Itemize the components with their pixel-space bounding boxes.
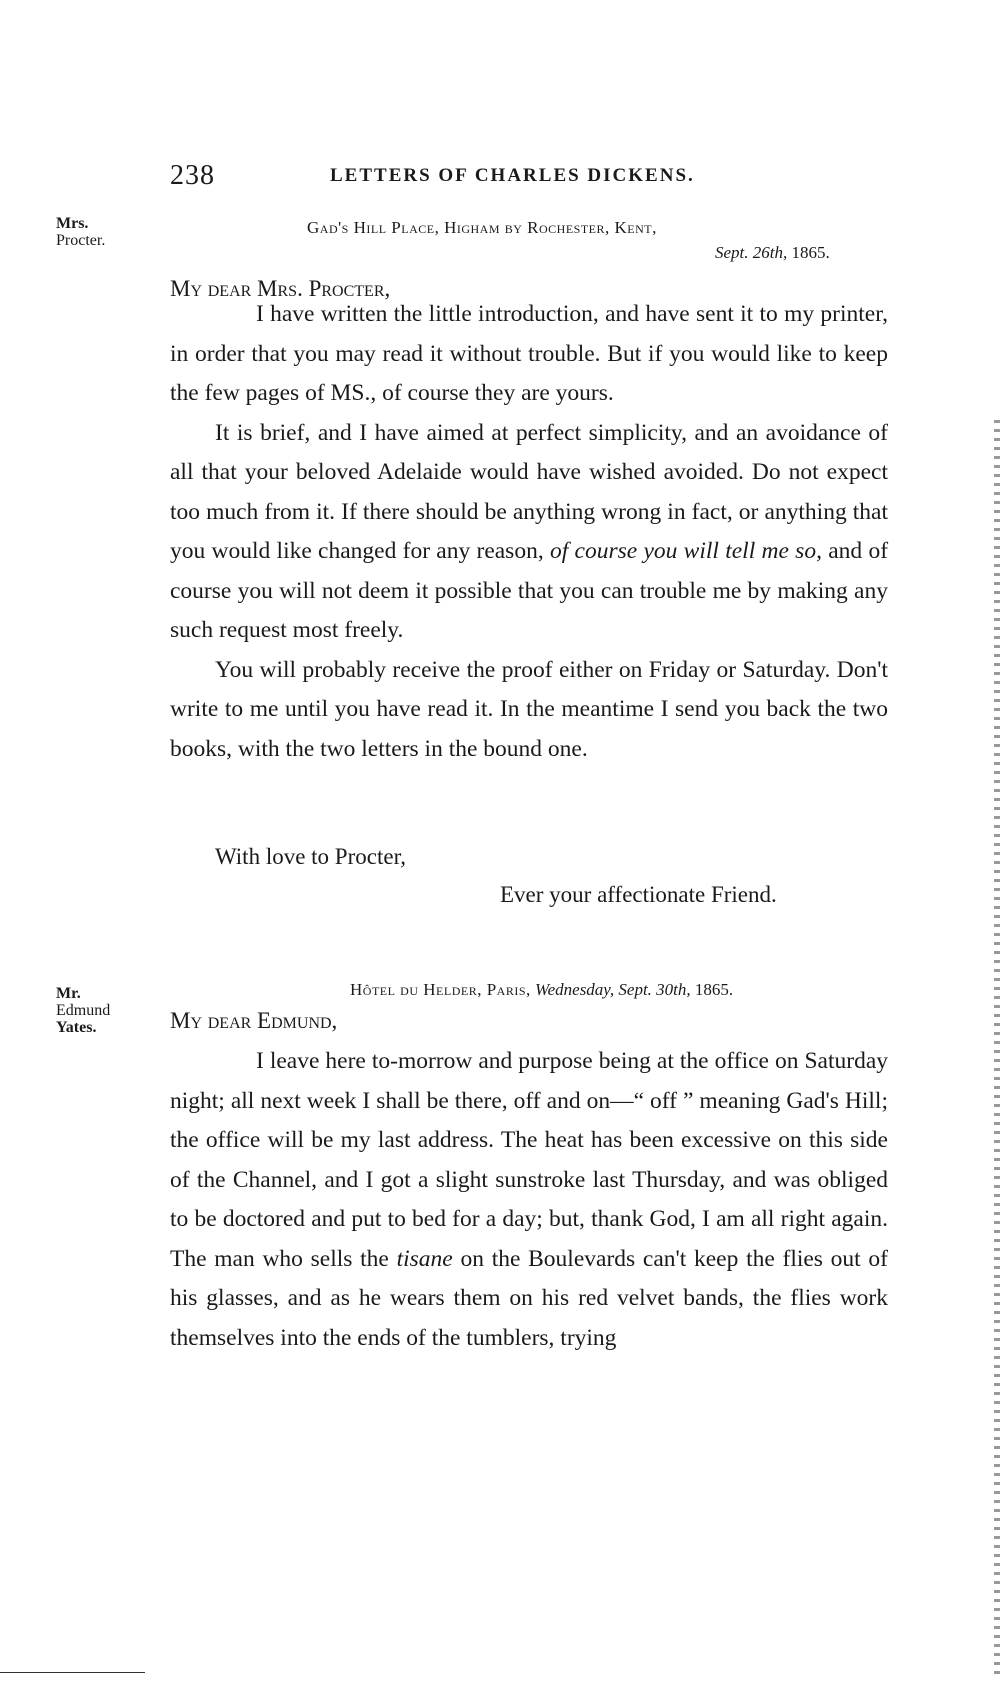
margin-note-recipient-1 <box>56 215 105 249</box>
page-number: 238 <box>170 160 215 191</box>
letter2-body <box>170 1042 888 1358</box>
emphasis-text: of course you will tell me so, <box>550 538 822 564</box>
letter1-address: Gad's Hill Place, Higham by Rochester, Kent, <box>307 218 657 237</box>
letter2-paragraph-1 <box>170 1042 888 1358</box>
letter2-date-prefix: Wednesday, Sept. 30th, <box>535 980 691 999</box>
margin-note-line: Mrs. <box>56 215 89 232</box>
letter2-salutation: My dear Edmund, <box>170 1008 338 1033</box>
paragraph-text: It is brief, and I have aimed at perfect simplicity, and an avoidance of all that your beloved Adelaide would have wished avoided. Do not expect too much from it. If there should be anything wrong in fact, or anything that you would like changed for any reason, <box>170 419 888 564</box>
paragraph-text: on the Boulevards can't keep the flies out of his glasses, and as he wears them on his red velvet bands, the flies work themselves into the ends of the tumblers, trying <box>170 1245 889 1351</box>
emphasis-text: tisane <box>396 1245 453 1272</box>
letter1-date-year: 1865. <box>791 243 830 262</box>
letter1-date <box>715 243 830 263</box>
letter1-date-prefix: Sept. 26th, <box>715 243 788 262</box>
letter2-date-year: 1865. <box>694 980 734 999</box>
letter1-body <box>170 295 888 769</box>
paragraph-text: and of course you will not deem it possible that you can trouble me by making any such request most freely. <box>170 538 889 643</box>
margin-note-line: Edmund <box>56 1002 111 1019</box>
margin-note-line: Procter. <box>56 232 106 249</box>
letter1-closing: Ever your affectionate Friend. <box>500 882 777 907</box>
bottom-rule <box>0 1672 145 1673</box>
margin-note-line: Mr. <box>56 985 81 1002</box>
letter1-paragraph-1: I have written the little introduction, and have sent it to my printer, in order that you may read it without trouble. But if you would like to keep the few pages of MS., of course they are yours. <box>170 301 888 406</box>
letter1-paragraph-2 <box>170 414 888 651</box>
margin-note-line: Yates. <box>56 1019 97 1036</box>
letter1-paragraph-3: You will probably receive the proof either on Friday or Saturday. Don't write to me until you have read it. In the meantime I send you back the two books, with the two letters in the bound one. <box>170 656 888 762</box>
letter1-salutation: My dear Mrs. Procter, <box>170 276 391 301</box>
running-title: LETTERS OF CHARLES DICKENS. <box>330 165 695 186</box>
letter2-heading <box>350 980 733 1000</box>
scan-edge-artifact <box>994 420 1000 1680</box>
letter2-address: Hôtel du Helder, Paris, <box>350 980 531 999</box>
letter1-signoff: With love to Procter, <box>215 844 407 869</box>
margin-note-recipient-2 <box>56 985 110 1036</box>
paragraph-text: I leave here to-morrow and purpose being at the office on Saturday night; all next week I shall be there, off and on—“ off ” meaning Gad's Hill; the office will be my last address. The heat has been excessive on this side of the Channel, and I got a slight sunstroke last Thursday, and was obliged to be doctored and put to bed for a day; but, thank God, I am all right again. The man who sells the <box>170 1048 888 1272</box>
